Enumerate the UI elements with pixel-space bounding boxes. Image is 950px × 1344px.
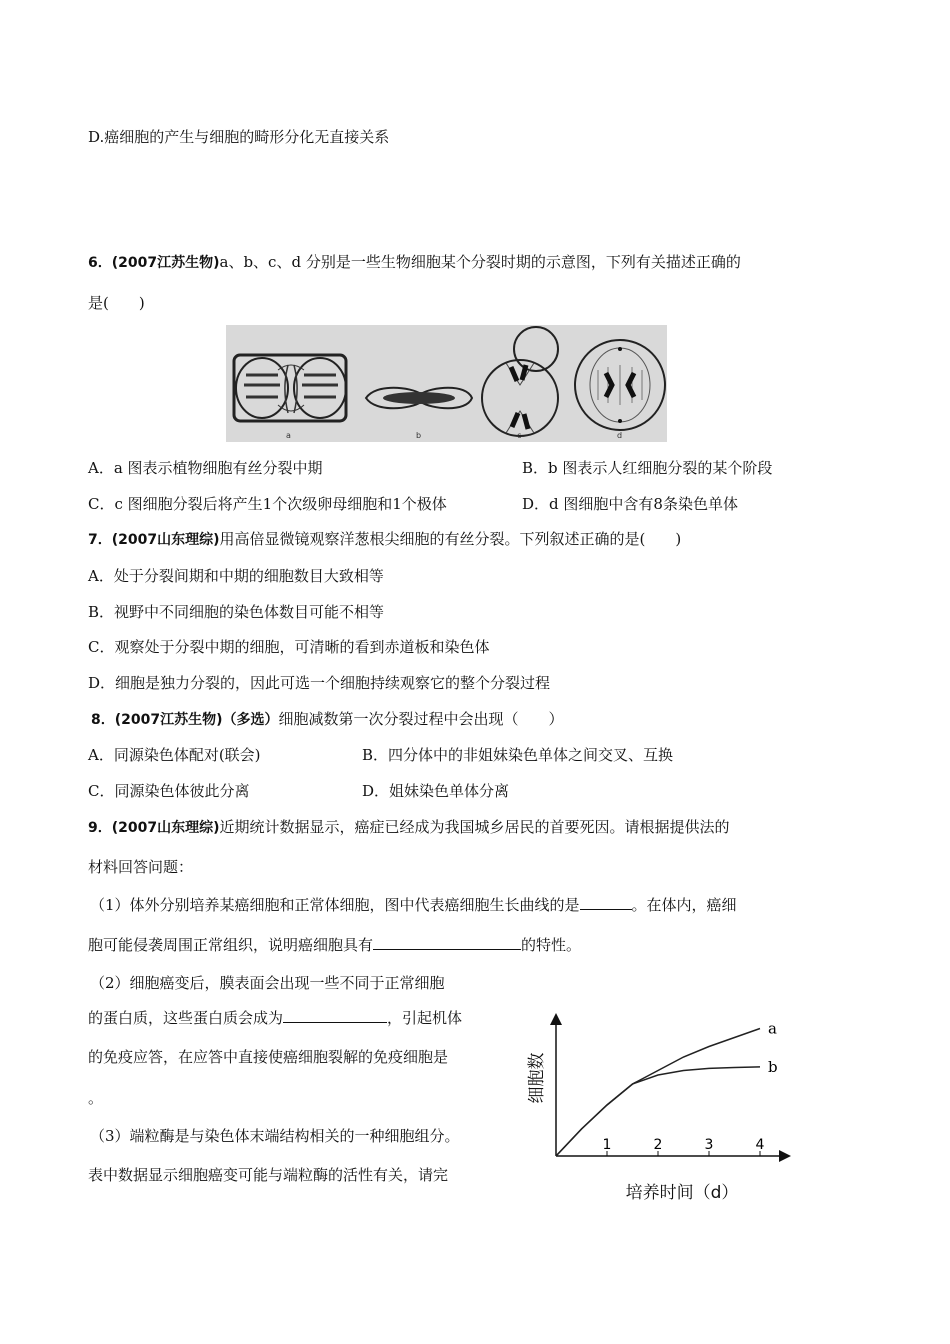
q8-source: (2007江苏生物)（多选）	[114, 712, 279, 728]
q6-option-d: D．d 图细胞中含有8条染色单体	[522, 495, 738, 513]
q9-part3-line1: （3）端粒酶是与染色体末端结构相关的一种细胞组分。	[90, 1127, 460, 1145]
q7-source: (2007山东理综)	[111, 532, 220, 548]
q9-part2-line3: 的免疫应答，在应答中直接使癌细胞裂解的免疫细胞是	[88, 1048, 449, 1066]
q8-option-b: B．四分体中的非姐妹染色单体之间交叉、互换	[362, 746, 674, 764]
q9-part1-line2	[88, 935, 581, 955]
q8-option-c: C．同源染色体彼此分离	[88, 782, 250, 800]
question-9	[88, 817, 730, 838]
option-d-prev: D.癌细胞的产生与细胞的畸形分化无直接关系	[88, 128, 390, 146]
figure-label-c: c	[517, 431, 522, 440]
q9-part1-text-d: 的特性。	[521, 936, 582, 954]
q9-part2-line4: 。	[88, 1089, 104, 1107]
q8-option-d: D．姐妹染色单体分离	[362, 782, 510, 800]
q9-part2-line2	[88, 1008, 462, 1028]
x-axis-label: 培养时间（d）	[625, 1183, 739, 1203]
question-8	[91, 709, 564, 730]
q9-part1-text-a: （1）体外分别培养某癌细胞和正常体细胞，图中代表癌细胞生长曲线的是	[90, 896, 580, 914]
q6-number: 6．	[88, 255, 112, 271]
q9-number: 9．	[88, 820, 112, 836]
q9-part1-text-b: 。在体内，癌细	[631, 896, 737, 914]
x-tick-label: 2	[653, 1137, 663, 1153]
q8-stem: 细胞减数第一次分裂过程中会出现（ ）	[278, 710, 564, 728]
q9-part2-line1: （2）细胞癌变后，膜表面会出现一些不同于正常细胞	[90, 974, 445, 992]
q9-part2-text-c: ，引起机体	[387, 1009, 463, 1027]
q6-option-c: C．c 图细胞分裂后将产生1个次级卵母细胞和1个极体	[88, 495, 447, 513]
q6-option-b: B．b 图表示人红细胞分裂的某个阶段	[522, 459, 773, 477]
answer-blank-3[interactable]	[283, 1008, 387, 1023]
q8-number: 8．	[91, 712, 115, 728]
series-label-b: b	[768, 1057, 778, 1076]
q7-stem: 用高倍显微镜观察洋葱根尖细胞的有丝分裂。下列叙述正确的是( )	[219, 530, 682, 548]
cell-division-figure	[226, 325, 667, 442]
figure-label-d: d	[617, 431, 623, 440]
q7-number: 7．	[88, 532, 112, 548]
q6-stem: a、b、c、d 分别是一些生物细胞某个分裂时期的示意图，下列有关描述正确的	[219, 253, 741, 271]
cell-b-drawing	[366, 388, 472, 409]
q7-option-d: D．细胞是独力分裂的，因此可选一个细胞持续观察它的整个分裂过程	[88, 674, 551, 692]
q9-stem-cont: 材料回答问题：	[88, 858, 194, 876]
q9-stem: 近期统计数据显示，癌症已经成为我国城乡居民的首要死因。请根据提供法的	[219, 818, 730, 836]
q8-option-a: A．同源染色体配对(联会)	[88, 746, 261, 764]
x-tick-label: 1	[602, 1137, 612, 1153]
q9-part3-line2: 表中数据显示细胞癌变可能与端粒酶的活性有关，请完	[88, 1166, 449, 1184]
q6-option-a: A．a 图表示植物细胞有丝分裂中期	[88, 459, 323, 477]
y-axis-label: 细胞数	[527, 1052, 547, 1104]
q6-stem-cont: 是( )	[88, 294, 145, 312]
x-tick-label: 4	[755, 1137, 765, 1153]
figure-label-b: b	[416, 431, 422, 440]
q6-source: (2007江苏生物)	[111, 255, 220, 271]
x-tick-label: 3	[704, 1137, 714, 1153]
cell-growth-chart	[512, 1008, 812, 1208]
q7-option-a: A．处于分裂间期和中期的细胞数目大致相等	[88, 567, 384, 585]
q9-part2-text-b: 的蛋白质，这些蛋白质会成为	[88, 1009, 284, 1027]
cell-d-drawing	[575, 340, 665, 430]
series-label-a: a	[768, 1019, 777, 1038]
q7-option-b: B．视野中不同细胞的染色体数目可能不相等	[88, 603, 385, 621]
q9-part1-text-c: 胞可能侵袭周围正常组织，说明癌细胞具有	[88, 936, 374, 954]
question-6-line1	[88, 252, 741, 273]
answer-blank-2[interactable]	[373, 935, 521, 950]
q9-part1-line1	[90, 895, 737, 915]
figure-label-a: a	[286, 431, 291, 440]
q7-option-c: C．观察处于分裂中期的细胞，可清晰的看到赤道板和染色体	[88, 638, 490, 656]
q9-source: (2007山东理综)	[111, 820, 220, 836]
cell-a-drawing	[234, 355, 346, 421]
cell-c-drawing	[482, 327, 558, 436]
question-7	[88, 529, 681, 550]
answer-blank-1[interactable]	[580, 895, 632, 910]
